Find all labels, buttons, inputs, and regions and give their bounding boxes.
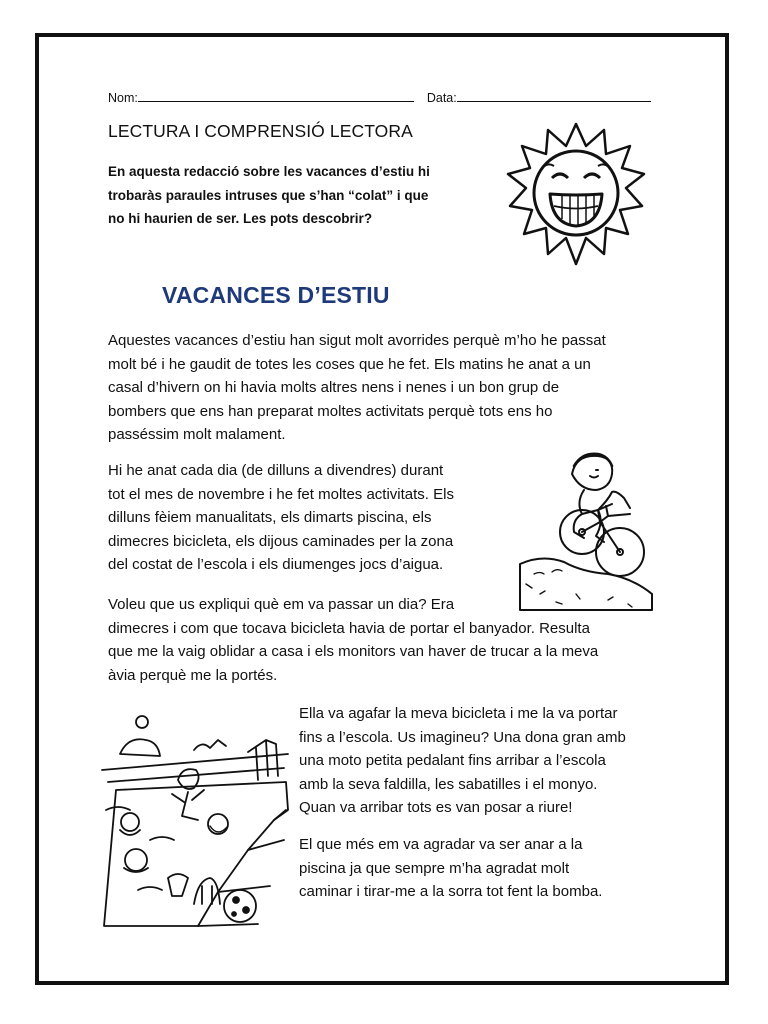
text-line: casal d’hivern on hi havia molts altres nens i nenes i un bon grup de [108,379,560,396]
date-label: Data: [426,91,457,105]
text-line: molt bé i he gaudit de totes les coses que he fet. Els matins he anat a un [108,355,591,373]
date-blank [457,89,651,102]
worksheet-title: LECTURA I COMPRENSIÓ LECTORA [108,121,413,141]
story-paragraph-2 [108,459,508,577]
text-line: Hi he anat cada dia (de dilluns a divendres) durant [108,462,444,479]
text-line: bombers que ens han preparat moltes activitats perquè tots ens ho [108,402,553,420]
name-label: Nom: [108,91,138,105]
text-line: amb la seva faldilla, les sabatilles i el monyo. [299,775,598,793]
smiling-sun-icon [506,116,646,276]
text-line: dimecres i com que tocava bicicleta havia de portar el banyador. Resulta [108,619,590,637]
text-line: El que més em va agradar va ser anar a la [299,836,583,853]
story-paragraph-3 [108,593,673,687]
text-line: tot el mes de novembre i he fet moltes activitats. Els [108,485,454,503]
story-paragraph-5 [299,833,649,904]
text-line: Ella va agafar la meva bicicleta i me la va portar [299,705,618,722]
text-line: caminar i tirar-me a la sorra tot fent la bomba. [299,883,603,900]
name-date-line [108,89,651,105]
story-title: VACANCES D’ESTIU [162,282,390,308]
text-line: que me la vaig oblidar a casa i els monitors van haver de trucar a la meva [108,643,599,660]
text-line: fins a l’escola. Us imagineu? Una dona gran amb [299,728,626,746]
text-line: passéssim molt malament. [108,426,286,443]
text-line: dilluns fèiem manualitats, els dimarts piscina, els [108,509,432,526]
swimming-pool-scene-icon [98,700,290,935]
text-line: del costat de l’escola i els diumenges jocs d’aigua. [108,556,444,573]
child-on-bicycle-icon [512,444,660,614]
instructions-line: trobaràs paraules intruses que s’han “colat” i que [108,187,429,203]
text-line: piscina ja que sempre m’ha agradat molt [299,859,570,877]
text-line: una moto petita pedalant fins arribar a l’escola [299,752,606,769]
text-line: Quan va arribar tots es van posar a riure! [299,799,573,816]
text-line: dimecres bicicleta, els dijous caminades per la zona [108,532,454,550]
name-blank [138,89,414,102]
instructions [108,160,501,231]
story-paragraph-4 [299,702,649,820]
text-line: Aquestes vacances d’estiu han sigut molt avorrides perquè m’ho he passat [108,332,606,349]
story-paragraph-1 [108,329,668,447]
text-line: àvia perquè me la portés. [108,666,278,684]
instructions-line: En aquesta redacció sobre les vacances d’estiu hi [108,164,430,179]
instructions-line: no hi haurien de ser. Les pots descobrir? [108,211,373,226]
text-line: Voleu que us expliqui què em va passar un dia? Era [108,596,455,613]
